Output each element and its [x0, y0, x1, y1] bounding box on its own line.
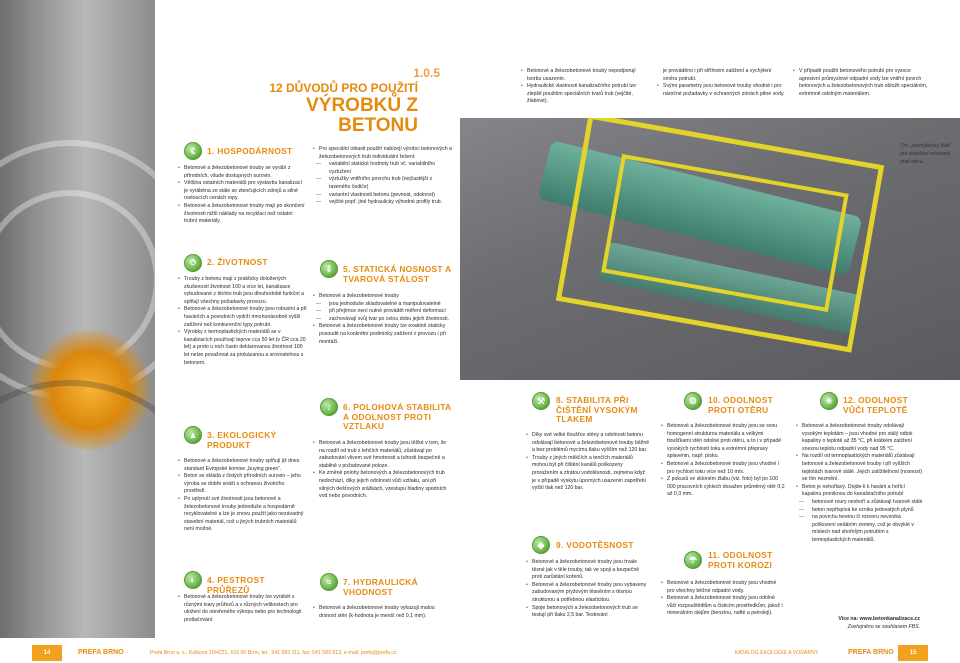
section-12-body [795, 423, 925, 545]
tree-icon: ▲ [184, 426, 202, 444]
water-flow-icon: ≈ [320, 573, 338, 591]
section-10-body [660, 423, 785, 499]
sub-item: — výztužky vnitřního povrchu trub (nejčastější z taveného čediče) [312, 176, 452, 191]
sub-item: — variabilní statické hodnoty trub vč. variabilního vyztužení [312, 161, 452, 176]
intro-bullet: • Svými parametry jsou betonové trouby vhodné i pro náročné požadavky v ochranných zónách pitné vody. [656, 83, 786, 98]
photo-caption: Tzv. „dormštatský žlab“ pro zkoušení odolnosti proti otěru. [900, 143, 952, 165]
abrasion-test-photo [460, 118, 960, 380]
section-12-heading: 12. ODOLNOST VŮČI TEPLOTĚ [843, 395, 909, 415]
intro-bullet: • Hydraulické vlastnosti kanalizačního potrubí lze zlepšit použitím speciálních tvarů trub (vejčité, žlabové). [520, 83, 650, 106]
section-11-heading: 11. ODOLNOST PROTI KOROZI [708, 550, 773, 570]
seal-icon: ◆ [532, 536, 550, 554]
temperature-icon: ✳ [820, 392, 838, 410]
list-item: • Betonové a železobetonové trouby splňují již dnes standard Evropské komise „buying green“. [177, 458, 307, 473]
stopwatch-icon: ⏱ [184, 254, 202, 272]
cross-section-icon: ◐ [184, 571, 202, 589]
list-item: • Betonové a železobetonové trouby jsou vhodné pro všechny běžné odpadní vody. [660, 580, 785, 595]
list-item: • Pro speciální oblasti použití nabízejí výrobci betonových a železobetonových trub individuální řešení: [312, 146, 452, 161]
page-number-right: 15 [898, 645, 928, 661]
section-4-body [177, 594, 307, 624]
concrete-pipes-photo [0, 0, 155, 638]
section-8-body [525, 432, 650, 493]
list-item: • Betonové a železobetonové trouby jsou těžké v tom, že na rozdíl od trub z lehčích materiálů, zůstávají po zabudování vlivem své hmotnosti a tuhosti bezpečně a stabilně v požadované poloze. [312, 440, 452, 470]
list-item: • Betonové a železobetonové trouby jsou trvale těsné jak v těle trouby, tak ve spoji a bezpečně proti zarůstání kořenů. [525, 559, 650, 582]
section-10-heading: 10. ODOLNOST PROTI OTĚRU [708, 395, 774, 415]
list-item: • Díky své velké tloušťce stěny a odolnosti betonu odolávají betonové a železobetonové trouby běžně a bez problémů mycímu tlaku vyšším než 120 bar. [525, 432, 650, 455]
list-item: • Betonové a železobetonové trouby jsou se svou homogenní strukturou materiálu a velkými tloušťkami stěn odolné proti otěru, a to i v případě vysokých rychlostí toku a extrémní přepravy splavenin, např. písku. [660, 423, 785, 461]
sub-item: — variantní vlastnosti betonu (pevnost, odolnost) [312, 192, 452, 200]
list-item: • Betonové a železobetonové trouby jsou vhodné i pro rychlost toku více než 10 m/s. [660, 461, 785, 476]
list-item: • Spoje betonových a železobetonových trub se testují při tlaku 2,5 bar. Testování [525, 605, 650, 620]
section-5-heading: 5. STATICKÁ NOSNOST A TVAROVÁ STÁLOST [343, 264, 452, 284]
list-item: • Po uplynutí své životnosti jsou betonové a železobetonové trouby jednoduše a hospodárně recyklovatelné a lze je znovu použít jako nezávadný stavební materiál, což u jiných trubních materiálů není možné. [177, 496, 307, 534]
intro-lead: je prováděno i při stříhném zatížení a vychýlení směru potrubí. [663, 68, 772, 82]
sub-item: — vejčité popř. jiné hydraulicky výhodné profily trub. [312, 199, 452, 207]
section-6-heading: 6. POLOHOVÁ STABILITA A ODOLNOST PROTI VZTLAKU [343, 402, 452, 432]
section-3-body [177, 458, 307, 534]
section-8-heading: 8. STABILITA PŘI ČIŠTĚNÍ VYSOKÝM TLAKEM [556, 395, 638, 425]
pressure-cleaning-icon: ⚒ [532, 392, 550, 410]
list-item: • Betonové a železobetonové trouby se vyrábí z přírodních, všude dostupných surovin. [177, 165, 307, 180]
section-7-body [312, 605, 452, 620]
page-title-line2: VÝROBKŮ Z BETONU [306, 95, 418, 136]
intro-bullet: • Betonové a železobetonové trouby nepodporují tvorbu usazenin. [520, 68, 650, 83]
list-item: • Výrobky z termoplastických materiálů se v kanalizacích používají teprve cca 50 let (v ČR cca 20 let) a proto u nich často deklarovanou životnost 100 let nelze považovat za prokázanou a srovnatelnou s betonem. [177, 329, 307, 367]
brand-logo-right: PREFA BRNO [848, 649, 894, 656]
footer-catalog: KATALOG EKOLOGIE A VODÁRNY [735, 650, 819, 656]
permission-note: Zveřejněno se souhlasem FBS. [847, 624, 920, 630]
footer-address: Prefa Brno a. s., Kulkova 10/4231, 615 00 Brno, tel.: 541 583 111, fax: 541 583 813, e-mail: prefa@prefa.cz [150, 650, 397, 656]
page-number-left: 14 [32, 645, 62, 661]
sub-item: — zachovávají svůj tvar po celou dobu jejich životnosti. [312, 316, 452, 324]
sub-item: — při přejímce není nutné provádět měření deformací [312, 308, 452, 316]
corrosion-icon: ☂ [684, 551, 702, 569]
section-9-heading: 9. VODOTĚSNOST [556, 540, 634, 550]
section-3-heading: 3. EKOLOGICKÝ PRODUKT [207, 430, 277, 450]
section-2-heading: 2. ŽIVOTNOST [207, 257, 268, 267]
list-item: • Většina ostatních materiálů pro výstavbu kanalizací je vyráběna ze stále se ztenčujících zdrojů a silně rostoucích cenách ropy. [177, 180, 307, 203]
page-title-line1: 12 DŮVODŮ PRO POUŽITÍ [269, 81, 418, 95]
intro-column-1 [520, 68, 650, 106]
list-item: • Betonové a železobetonové trouby jsou odolné vůči rozpouštědlům a čisticím prostředkům, jakož i minerálním olejům (benzínu, naftě a petroleji). [660, 595, 785, 618]
section-1-body [177, 165, 307, 226]
section-2-body [177, 276, 307, 367]
list-item: • Trouby z jiných měkčích a tenčích materiálů mohou být při čištění kanálů poškozeny proražením a ztrátou vodotěsnosti, zejména když je v případě výskytu úporných usazenin zapotřebí vyšší tlak než 120 bar. [525, 455, 650, 493]
list-item: • Betonové a železobetonové trouby jsou vybaveny zabudovaným pryžovým těsněním s těsnou strukturou a potřebnou elasticitou. [525, 582, 650, 605]
intro-column-3 [792, 68, 932, 98]
sub-item: — betonové roury neshoří a zůstávají tvarově stálé [795, 499, 925, 507]
list-item: • Betonové a železobetonové trouby lze exaktně staticky posoudit na konkrétní podmínky zatížení v provozu i při montáži. [312, 323, 452, 346]
list-item: • Beton se skládá z čistých přírodních surovin – jeho výroba se dobře snáší s ochranou životního prostředí. [177, 473, 307, 496]
more-info-text[interactable]: Více na: www.betonkanalizace.cz [838, 616, 920, 622]
list-item: • Beton je nehořlavý. Dojde-li k havárii a hořící kapalinu proniknou do kanalizačního potrubí [795, 484, 925, 499]
list-item: • Ke změně polohy betonových a železobetonových trub nedochází, díky jejich odolnosti vůči vztlaku, ani při silných dešťových srážkách, vzestupu hladiny spodních vod nebo povodních. [312, 470, 452, 500]
section-6-body [312, 440, 452, 501]
sub-item: — beton nepřispívá ke vzniku jedovatých plynů [795, 507, 925, 515]
euro-icon: € [184, 142, 202, 160]
sub-item: — jsou jednoduše skladovatelné a manipulovatelné [312, 301, 452, 309]
list-item: • Trouby z betonu mají z prakticky doložených zkušeností životnost 100 a více let, kanalizace vybudované z těchto trub jsou dlouhodobě funkční a splňují všechny požadavky provozu. [177, 276, 307, 306]
sub-item: — na povrchu tereinu či rozvoru nevzniká poškození sedáním zeminy, což je obvyklé v místech nad shořelým potrubím z termoplastických materiálů. [795, 514, 925, 544]
buoyancy-icon: ↕ [320, 398, 338, 416]
footer [0, 643, 960, 663]
section-4-heading: 4. PESTROST PRŮŘEZŮ [207, 575, 265, 595]
section-5-body [312, 293, 452, 346]
section-9-body [525, 559, 650, 620]
list-item: • Betonové a železobetonové trouby lze vyrábět s různými tvary průřezů a v různých velikostech pro uložení do otevřeného výkopu nebo pro technologii protlačování. [177, 594, 307, 624]
section-number: 1.0.5 [413, 66, 440, 80]
load-arrow-icon: ⇩ [320, 260, 338, 278]
abrasion-icon: ⚙ [684, 392, 702, 410]
list-item: • Na rozdíl od termoplastických materiálů zůstávají betonové a železobetonové trouby i při vyšších teplotách tvarově stálé. Jejich zatížitelnost (nosnost) se tím nezmění. [795, 453, 925, 483]
intro-bullet: • V případě použití betonového potrubí pro vysoce agresivní průmyslové odpadní vody lze vnitřní povrch betonových a železobetonových trub obložit speciálním, extrémně odolným materiálem. [792, 68, 932, 98]
list-item: • Z pokusů ve skloném žlabu (viz. foto) byl po 100 000 pracovních cyklech dosažen průměrný otěr 0,2 až 0,3 mm. [660, 476, 785, 499]
section-7-heading: 7. HYDRAULICKÁ VHODNOST [343, 577, 418, 597]
more-info-link[interactable] [795, 616, 920, 624]
list-item: • Betonové a železobetonové trouby mají po skončení životnosti nižší náklady na recyklaci než ostatní trubní materiály. [177, 203, 307, 226]
list-item: • Betonové a železobetonové trouby odolávají vysokým teplotám – jsou vhodné pro stálý odtok kapaliny o teplotě až 35 °C, při krátkém zatížení snesou teplotu odpadní vody nad 95 °C. [795, 423, 925, 453]
section-1-continued [312, 146, 452, 207]
brand-logo-left: PREFA BRNO [78, 649, 124, 656]
intro-column-2 [656, 68, 786, 98]
list-item: • Betonové a železobetonové trouby jsou robustní a při haváriích a povodních vydrží mnohonásobně vyšší zatížení než konkurenční typy potrubí. [177, 306, 307, 329]
section-1-heading: 1. HOSPODÁRNOST [207, 146, 293, 156]
section-11-body [660, 580, 785, 618]
list-item: • Betonové a železobetonové trouby vykazují malou drsnost stěn (k-hodnota je menší než 0,1 mm). [312, 605, 452, 620]
list-item: • Betonové a železobetonové trouby [312, 293, 452, 301]
